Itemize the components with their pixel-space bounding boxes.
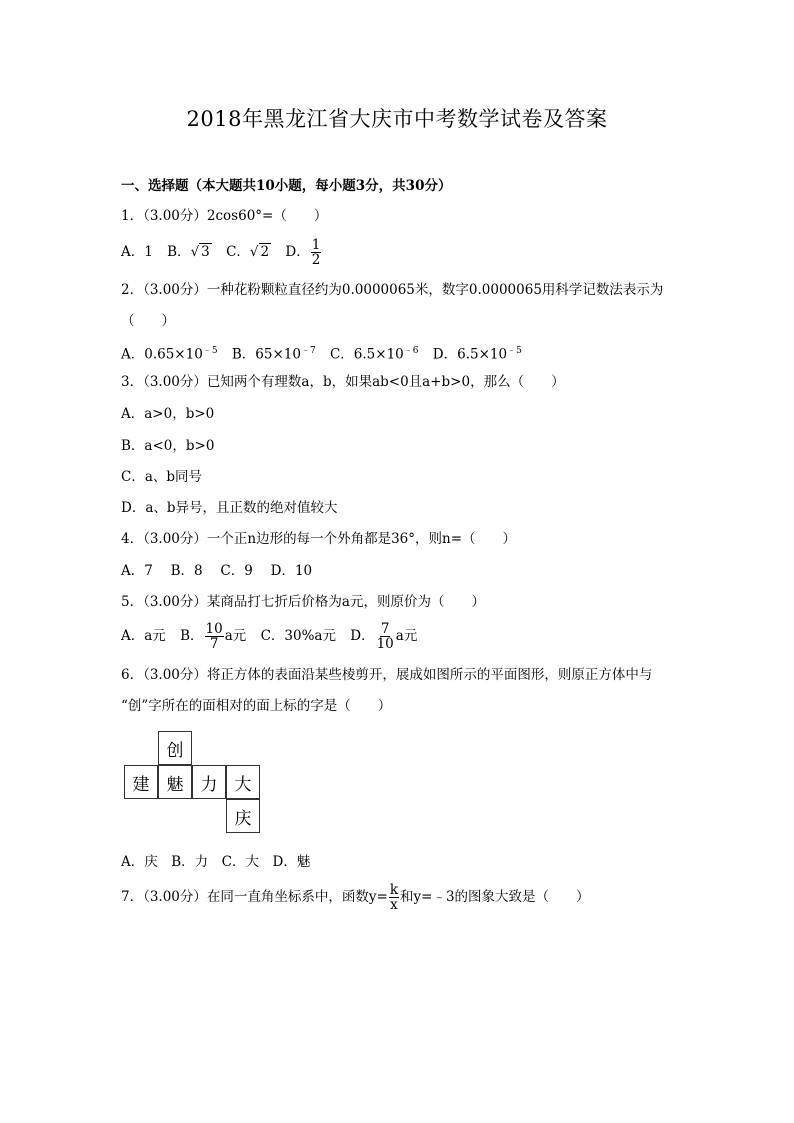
- page-title: 2018年黑龙江省大庆市中考数学试卷及答案: [186, 107, 608, 131]
- question-5-stem: 5．（3.00分）某商品打七折后价格为a元，则原价为（ ）: [121, 594, 485, 610]
- question-6-options: A．庆 B．力 C．大 D．魅: [121, 854, 311, 870]
- question-4-stem: 4．（3.00分）一个正n边形的每一个外角都是36°，则n=（ ）: [121, 531, 517, 547]
- question-6-stem-cont: “创”字所在的面相对的面上标的字是（ ）: [121, 698, 392, 714]
- q2-option-d: D．$6.5\times 10^{﹣5}$: [432, 346, 522, 363]
- question-1-options: [121, 238, 332, 267]
- q1-option-d: D． $\frac{1}{2}$: [285, 237, 321, 268]
- net-cell-da: 大: [226, 765, 260, 799]
- q3-option-a: A．a>0，b>0: [121, 406, 215, 422]
- q3-option-b: B．a<0，b>0: [121, 438, 215, 454]
- question-5-options: [121, 622, 427, 651]
- net-cell-li: 力: [192, 765, 226, 799]
- q2-option-c: C．$6.5\times 10^{﹣6}$: [329, 346, 419, 363]
- net-cell-mei: 魅: [158, 765, 192, 799]
- question-7-stem: 7．（3.00分）在同一直角坐标系中，函数y= $\frac{k}{x}$ 和y=﹣3的图象大致是（ ）: [121, 882, 590, 913]
- question-1-stem: 1．（3.00分）2cos60°=（ ）: [121, 208, 328, 224]
- q5-option-c: C．30%a元: [260, 628, 336, 644]
- question-4-options: A．7 B．8 C．9 D．10: [121, 563, 313, 579]
- q5-option-a: A．a元: [121, 628, 166, 644]
- q2-option-a: A．$0.65\times 10^{﹣5}$: [121, 346, 218, 363]
- q2-option-b: B．$65\times 10^{﹣7}$: [231, 346, 316, 363]
- section-heading: 一、选择题（本大题共10小题，每小题3分，共30分）: [121, 178, 452, 194]
- question-6-stem: 6．（3.00分）将正方体的表面沿某些棱剪开，展成如图所示的平面图形，则原正方体中与: [121, 667, 653, 683]
- q5-option-b: B． $\frac{10}{7}$ a元: [180, 621, 247, 652]
- question-3-stem: 3．（3.00分）已知两个有理数a，b，如果ab<0且a+b>0，那么（ ）: [121, 374, 565, 390]
- q1-option-a: A．1: [121, 244, 153, 260]
- question-2-stem: 2．（3.00分）一种花粉颗粒直径约为0.0000065米，数字0.0000065用科学记数法表示为: [121, 282, 664, 298]
- q3-option-c: C．a、b同号: [121, 469, 203, 485]
- net-cell-jian: 建: [124, 765, 158, 799]
- q5-option-d: D． $\frac{7}{10}$ a元: [350, 621, 418, 652]
- q1-option-b: B．√ 3: [167, 244, 210, 260]
- question-2-stem-cont: （ ）: [121, 313, 175, 329]
- net-cell-qing: 庆: [226, 799, 260, 833]
- q1-option-c: C．√ 2: [226, 244, 270, 260]
- q3-option-d: D．a、b异号，且正数的绝对值较大: [121, 500, 338, 516]
- question-2-options: [121, 341, 532, 365]
- net-cell-chuang: 创: [158, 731, 192, 765]
